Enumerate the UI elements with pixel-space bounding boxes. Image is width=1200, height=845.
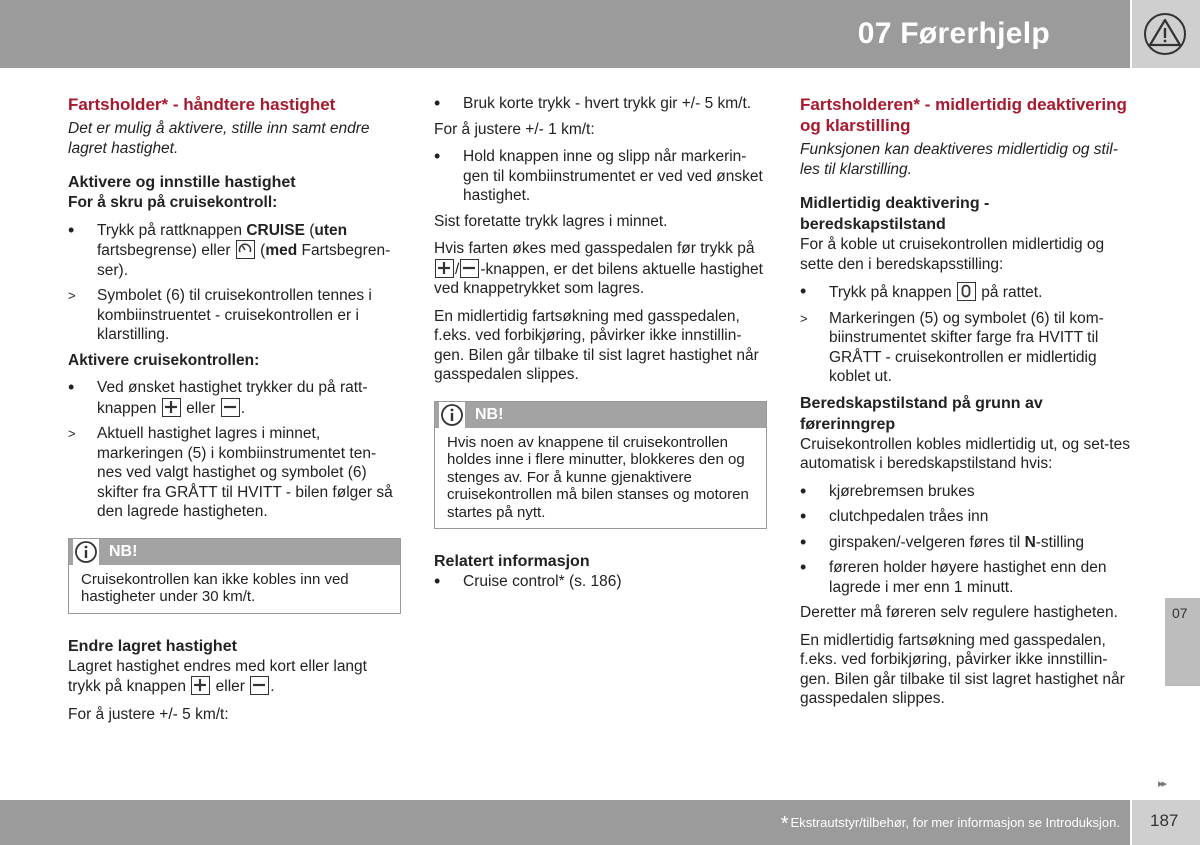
text: Trykk på rattknappen [97,221,247,239]
list-item [434,147,767,206]
minus-button-icon [250,676,269,695]
header-bar [0,0,1130,68]
page-number: 187 [1150,811,1179,830]
text: Symbolet (6) til cruisekontrollen tennes i kombiinstruentet - cruisekontrollen er i klarstilling. [97,287,372,343]
section-intro: Det er mulig å aktivere, stille inn samt endre lagret hastighet. [68,120,370,157]
text: Fartsbegren-ser). [97,242,391,279]
subheading: Beredskapstilstand på grunn av førerinngrep [800,394,1043,433]
note-text: Hvis noen av knappene til cruisekontrollen holdes inne i flere minutter, blokkeres den og stenges av. For å kunne gjenaktivere cruisekontrollen må bilen stanses og motoren startes på nytt. [447,433,749,521]
text: . [240,399,245,417]
cruise-label: CRUISE [246,221,305,239]
text-bold: med [265,242,298,259]
asterisk: * [780,813,789,835]
speed-limiter-button-icon [236,240,255,259]
bullet-mark [68,221,88,242]
footer-note [781,813,1120,835]
column-1 [68,94,401,732]
chapter-title: 07 Førerhjelp [857,17,1050,50]
info-icon [439,402,465,428]
bullet-mark [68,378,88,399]
page-number-box [1132,800,1200,845]
footer-note-text: Ekstrautstyr/tilbehør, for mer informasjon se Introduksjon. [790,815,1120,830]
paragraph: Deretter må føreren selv regulere hastigheten. [800,604,1118,621]
arrow-mark [68,424,88,444]
text-bold: N [1024,533,1036,551]
text: eller [181,399,220,417]
list-item [68,221,401,281]
subheading-small: Aktivere cruisekontrollen: [68,351,260,369]
arrow-mark [68,286,88,306]
list-item [800,309,1133,387]
bullet-mark [800,482,820,503]
subheading: Midlertidig deaktivering - beredskapstilstand [800,195,990,233]
bullet-mark [434,94,454,115]
bullet-mark [434,572,454,593]
subheading: Endre lagret hastighet [68,637,237,655]
paragraph [68,657,401,697]
subheading: Aktivere og innstille hastighet [68,174,296,191]
bullet-mark [434,147,454,168]
note-label: NB! [475,405,504,423]
text: Hold knappen inne og slipp når markerin-gen til kombiinstrumentet er ved ved ønsket hastighet. [463,148,763,204]
column-3 [800,94,1133,717]
text: eller [211,678,250,695]
text: ( [304,221,315,239]
list-item [800,533,1133,553]
text-bold: uten [314,221,348,239]
warning-triangle-icon [1142,12,1188,56]
subheading-small: For å skru på cruisekontroll: [68,194,278,211]
paragraph [434,239,767,299]
info-icon [73,539,99,565]
text: Markeringen (5) og symbolet (6) til kom-biinstrumentet skifter farge fra HVITT til GRÅTT - cruisekontrollen er midlertidig koblet ut. [829,309,1104,385]
text: / [455,260,460,278]
section-title: Fartsholderen* - midlertidig deaktivering og klarstilling [800,95,1127,135]
text: føreren holder høyere hastighet enn den lagrede i mer enn 1 minutt. [829,559,1107,596]
text: girspaken/-velgeren føres til [829,533,1025,551]
text: kjørebremsen brukes [829,482,975,500]
text: Cruise control* (s. 186) [463,573,622,590]
paragraph: For å justere +/- 5 km/t: [68,705,229,723]
section-intro: Funksjonen kan deaktiveres midlertidig og stil-les til klarstilling. [800,141,1118,178]
plus-button-icon [435,259,454,278]
list-item [800,482,1133,502]
plus-button-icon [191,676,210,695]
text: . [270,678,275,695]
text: Hvis farten økes med gasspedalen før trykk på [434,240,755,257]
list-item [68,378,401,418]
paragraph: En midlertidig fartsøkning med gasspedalen, f.eks. ved forbikjøring, påvirker ikke innstillin-gen. Bilen går tilbake til sist lagret hastighet når gasspedalen slippes. [434,307,759,383]
paragraph: For å justere +/- 1 km/t: [434,120,595,138]
chapter-tab-label: 07 [1172,605,1188,621]
footer-bar [0,800,1130,845]
plus-button-icon [162,398,181,417]
list-item [800,507,1133,527]
text: Bruk korte trykk - hvert trykk gir +/- 5 km/t. [463,95,752,112]
arrow-mark [800,309,820,329]
list-item [434,94,767,114]
text: Ved ønsket hastighet trykker du på ratt-knappen [97,379,368,417]
note-text: Cruisekontrollen kan ikke kobles inn ved hastigheter under 30 km/t. [81,570,349,605]
minus-button-icon [460,259,479,278]
paragraph: Sist foretatte trykk lagres i minnet. [434,212,668,230]
text: på rattet. [976,284,1043,301]
text: -knappen, er det bilens aktuelle hastighet ved knappetrykket som lagres. [434,260,763,297]
text: Lagret hastighet endres med kort eller langt trykk på knappen [68,657,367,695]
subheading: Relatert informasjon [434,553,590,570]
header-icon-box [1132,0,1200,68]
note-box [434,401,767,530]
bullet-mark [800,558,820,579]
text: fartsbegrense) eller [97,242,235,259]
column-2 [434,94,767,598]
minus-button-icon [221,398,240,417]
bullet-mark [800,533,820,554]
note-label: NB! [109,542,138,560]
paragraph: En midlertidig fartsøkning med gasspedalen, f.eks. ved forbikjøring, påvirker ikke innstillin-gen. Bilen går tilbake til sist lagret hastighet når gasspedalen slippes. [800,631,1125,707]
section-title: Fartsholder* - håndtere hastighet [68,95,336,114]
text: ( [255,242,266,259]
note-box [68,538,401,614]
list-item [68,424,401,522]
note-header [435,402,766,428]
chapter-tab[interactable] [1165,598,1200,686]
text: -stilling [1035,533,1084,551]
text: Aktuell hastighet lagres i minnet, markeringen (5) i kombiinstrumentet ten-nes ved valgt hastighet og symbolet (6) skifter fra GRÅTT til HVITT - bilen følger så den lagrede hastigheten. [97,425,393,520]
pause-button-icon [957,282,976,301]
bullet-mark [800,507,820,528]
list-item [68,286,401,345]
list-item [800,282,1133,303]
note-header [69,539,400,565]
related-link[interactable] [434,572,767,592]
list-item [800,558,1133,597]
text: clutchpedalen tråes inn [829,508,989,525]
paragraph: For å koble ut cruisekontrollen midlertidig og sette den i beredskapsstilling: [800,236,1105,273]
next-page-arrows-icon: ▸▸ [1158,778,1166,790]
paragraph: Cruisekontrollen kobles midlertidig ut, og set-tes automatisk i beredskapstilstand hvis: [800,435,1130,472]
text: Trykk på knappen [829,284,956,301]
bullet-mark [800,282,820,303]
